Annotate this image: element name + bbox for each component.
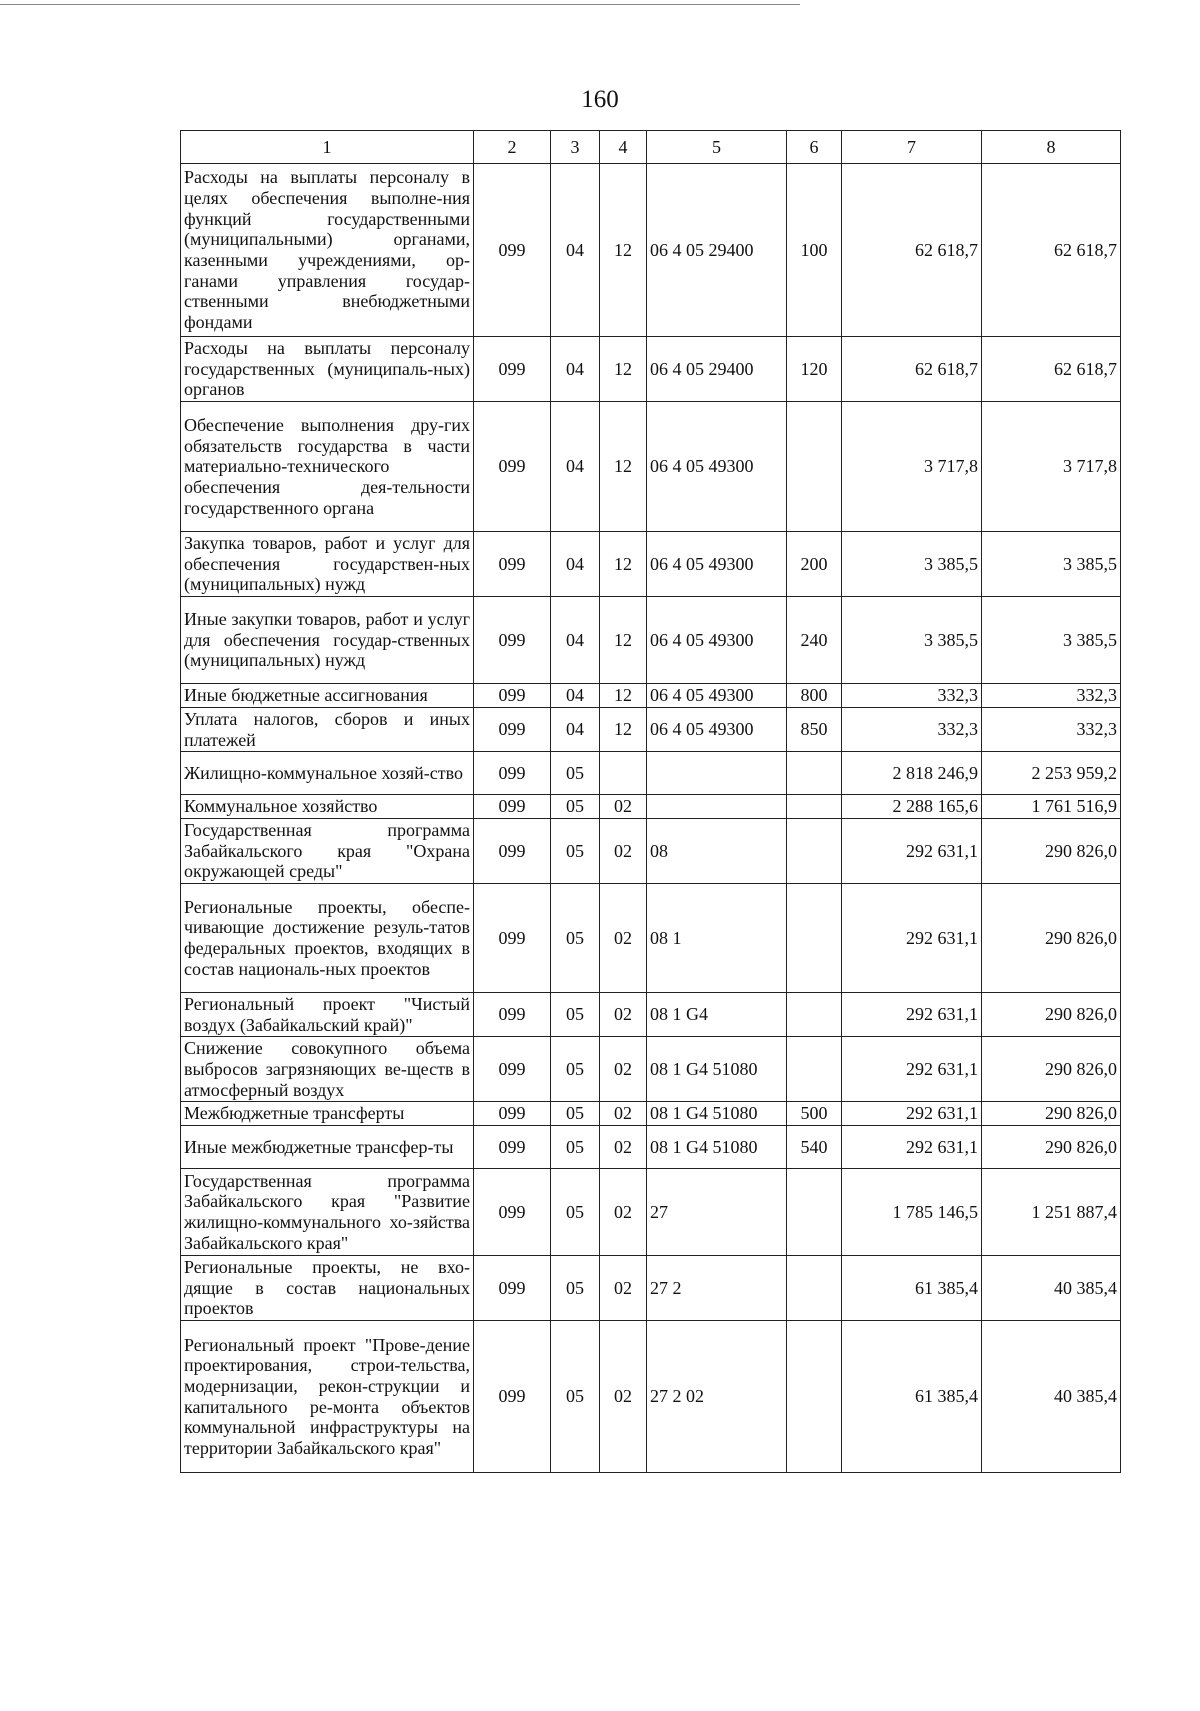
cell-section: 05 [551,795,600,819]
cell-amount-1: 292 631,1 [842,1126,982,1169]
cell-name: Снижение совокупного объема выбросов загрязняющих ве-ществ в атмосферный воздух [181,1037,474,1102]
cell-target-article [647,752,787,795]
cell-subsection: 12 [600,402,647,532]
cell-section: 04 [551,707,600,751]
cell-amount-1: 292 631,1 [842,1037,982,1102]
cell-target-article: 06 4 05 29400 [647,337,787,402]
cell-section: 04 [551,164,600,337]
header-col-6: 6 [787,131,842,164]
table-row [181,164,1121,337]
cell-amount-2: 1 251 887,4 [982,1169,1121,1256]
cell-expense-type [787,1169,842,1256]
cell-expense-type [787,1256,842,1321]
cell-target-article: 06 4 05 49300 [647,707,787,751]
cell-admin-code: 099 [474,1126,551,1169]
table-row [181,752,1121,795]
cell-subsection: 12 [600,707,647,751]
cell-expense-type: 500 [787,1102,842,1126]
cell-name: Расходы на выплаты персоналу государственных (муниципаль-ных) органов [181,337,474,402]
cell-section: 04 [551,532,600,597]
page-number: 160 [581,86,619,113]
cell-section: 05 [551,1102,600,1126]
table-row [181,992,1121,1036]
cell-name: Закупка товаров, работ и услуг для обеспечения государствен-ных (муниципальных) нужд [181,532,474,597]
cell-amount-2: 332,3 [982,707,1121,751]
header-col-4: 4 [600,131,647,164]
table-header-row [181,131,1121,164]
cell-target-article: 08 1 G4 51080 [647,1126,787,1169]
cell-amount-1: 61 385,4 [842,1256,982,1321]
cell-subsection: 02 [600,883,647,992]
cell-amount-1: 1 785 146,5 [842,1169,982,1256]
cell-name: Жилищно-коммунальное хозяй-ство [181,752,474,795]
cell-amount-2: 40 385,4 [982,1321,1121,1473]
cell-target-article: 08 1 G4 [647,992,787,1036]
cell-subsection [600,752,647,795]
header-col-7: 7 [842,131,982,164]
cell-target-article: 27 [647,1169,787,1256]
table-row [181,1169,1121,1256]
header-col-3: 3 [551,131,600,164]
cell-name: Государственная программа Забайкальского края "Охрана окружающей среды" [181,818,474,883]
cell-name: Уплата налогов, сборов и иных платежей [181,707,474,751]
table-row [181,597,1121,684]
cell-amount-2: 62 618,7 [982,164,1121,337]
cell-admin-code: 099 [474,1037,551,1102]
cell-name: Межбюджетные трансферты [181,1102,474,1126]
cell-amount-2: 290 826,0 [982,1126,1121,1169]
cell-target-article: 08 [647,818,787,883]
cell-target-article: 08 1 G4 51080 [647,1102,787,1126]
cell-expense-type [787,795,842,819]
cell-admin-code: 099 [474,883,551,992]
cell-target-article: 06 4 05 49300 [647,597,787,684]
cell-section: 04 [551,684,600,708]
cell-admin-code: 099 [474,752,551,795]
table-row [181,337,1121,402]
cell-target-article: 08 1 G4 51080 [647,1037,787,1102]
cell-amount-2: 1 761 516,9 [982,795,1121,819]
cell-expense-type [787,402,842,532]
cell-amount-1: 292 631,1 [842,883,982,992]
cell-subsection: 12 [600,597,647,684]
cell-section: 05 [551,752,600,795]
cell-subsection: 02 [600,1037,647,1102]
cell-name: Расходы на выплаты персоналу в целях обеспечения выполне-ния функций государственными (муниципальными) органами, казенными учреждениями, ор-ганами управления государ-ственными внебюджетными фондами [181,164,474,337]
cell-expense-type: 800 [787,684,842,708]
cell-subsection: 12 [600,164,647,337]
cell-admin-code: 099 [474,684,551,708]
cell-subsection: 02 [600,1321,647,1473]
scan-edge-line [0,4,800,5]
table-row [181,1037,1121,1102]
cell-admin-code: 099 [474,1169,551,1256]
cell-name: Региональный проект "Чистый воздух (Забайкальский край)" [181,992,474,1036]
header-col-8: 8 [982,131,1121,164]
cell-name: Иные межбюджетные трансфер-ты [181,1126,474,1169]
cell-subsection: 02 [600,1169,647,1256]
cell-amount-2: 3 385,5 [982,597,1121,684]
cell-amount-1: 62 618,7 [842,337,982,402]
cell-expense-type: 200 [787,532,842,597]
header-col-5: 5 [647,131,787,164]
cell-admin-code: 099 [474,402,551,532]
table-row [181,883,1121,992]
cell-amount-1: 62 618,7 [842,164,982,337]
cell-subsection: 02 [600,992,647,1036]
cell-amount-1: 61 385,4 [842,1321,982,1473]
cell-amount-1: 292 631,1 [842,818,982,883]
cell-name: Государственная программа Забайкальского края "Развитие жилищно-коммунального хо-зяйства Забайкальского края" [181,1169,474,1256]
cell-amount-2: 3 717,8 [982,402,1121,532]
cell-amount-2: 290 826,0 [982,1037,1121,1102]
cell-expense-type: 120 [787,337,842,402]
cell-target-article: 08 1 [647,883,787,992]
cell-amount-1: 3 385,5 [842,597,982,684]
cell-subsection: 02 [600,795,647,819]
cell-admin-code: 099 [474,532,551,597]
cell-amount-2: 2 253 959,2 [982,752,1121,795]
table-row [181,818,1121,883]
cell-amount-1: 3 717,8 [842,402,982,532]
cell-amount-2: 290 826,0 [982,818,1121,883]
cell-admin-code: 099 [474,818,551,883]
cell-expense-type [787,1321,842,1473]
cell-section: 05 [551,1321,600,1473]
cell-amount-2: 3 385,5 [982,532,1121,597]
table-row [181,1126,1121,1169]
cell-amount-2: 290 826,0 [982,1102,1121,1126]
table-row [181,684,1121,708]
cell-amount-2: 290 826,0 [982,992,1121,1036]
budget-table [180,130,1121,1473]
cell-expense-type [787,1037,842,1102]
cell-subsection: 02 [600,818,647,883]
table-row [181,707,1121,751]
cell-target-article [647,795,787,819]
cell-section: 05 [551,992,600,1036]
cell-admin-code: 099 [474,337,551,402]
cell-subsection: 12 [600,532,647,597]
cell-amount-2: 332,3 [982,684,1121,708]
cell-amount-1: 292 631,1 [842,992,982,1036]
table-row [181,1256,1121,1321]
cell-section: 04 [551,597,600,684]
cell-admin-code: 099 [474,992,551,1036]
header-col-2: 2 [474,131,551,164]
cell-section: 05 [551,818,600,883]
cell-subsection: 12 [600,337,647,402]
cell-admin-code: 099 [474,597,551,684]
cell-target-article: 27 2 02 [647,1321,787,1473]
cell-name: Региональные проекты, обеспе-чивающие достижение резуль-татов федеральных проектов, входящих в состав националь-ных проектов [181,883,474,992]
cell-subsection: 02 [600,1126,647,1169]
cell-section: 05 [551,1037,600,1102]
cell-amount-2: 62 618,7 [982,337,1121,402]
cell-name: Коммунальное хозяйство [181,795,474,819]
table-row [181,1102,1121,1126]
cell-target-article: 06 4 05 29400 [647,164,787,337]
cell-amount-2: 290 826,0 [982,883,1121,992]
cell-section: 04 [551,402,600,532]
table-row [181,795,1121,819]
cell-expense-type: 850 [787,707,842,751]
cell-name: Иные закупки товаров, работ и услуг для обеспечения государ-ственных (муниципальных) нужд [181,597,474,684]
cell-expense-type [787,818,842,883]
cell-amount-1: 3 385,5 [842,532,982,597]
cell-amount-2: 40 385,4 [982,1256,1121,1321]
table-row [181,402,1121,532]
cell-subsection: 12 [600,684,647,708]
cell-section: 05 [551,1126,600,1169]
cell-admin-code: 099 [474,707,551,751]
header-col-1: 1 [181,131,474,164]
table-row [181,532,1121,597]
cell-section: 05 [551,1169,600,1256]
cell-admin-code: 099 [474,1321,551,1473]
cell-expense-type: 540 [787,1126,842,1169]
cell-expense-type [787,752,842,795]
cell-amount-1: 2 818 246,9 [842,752,982,795]
cell-target-article: 27 2 [647,1256,787,1321]
cell-amount-1: 332,3 [842,684,982,708]
cell-expense-type: 240 [787,597,842,684]
cell-amount-1: 292 631,1 [842,1102,982,1126]
cell-admin-code: 099 [474,1256,551,1321]
cell-name: Иные бюджетные ассигнования [181,684,474,708]
cell-section: 04 [551,337,600,402]
cell-subsection: 02 [600,1102,647,1126]
cell-target-article: 06 4 05 49300 [647,402,787,532]
cell-target-article: 06 4 05 49300 [647,684,787,708]
cell-name: Региональный проект "Прове-дение проектирования, строи-тельства, модернизации, рекон-струкции и капитального ре-монта объектов коммунальной инфраструктуры на территории Забайкальского края" [181,1321,474,1473]
cell-section: 05 [551,883,600,992]
cell-section: 05 [551,1256,600,1321]
cell-admin-code: 099 [474,795,551,819]
cell-admin-code: 099 [474,164,551,337]
cell-expense-type [787,883,842,992]
table-body [181,164,1121,1473]
cell-expense-type: 100 [787,164,842,337]
cell-amount-1: 2 288 165,6 [842,795,982,819]
cell-amount-1: 332,3 [842,707,982,751]
cell-name: Обеспечение выполнения дру-гих обязательств государства в части материально-технического обеспечения дея-тельности государственного органа [181,402,474,532]
table-row [181,1321,1121,1473]
cell-admin-code: 099 [474,1102,551,1126]
cell-name: Региональные проекты, не вхо-дящие в состав национальных проектов [181,1256,474,1321]
cell-target-article: 06 4 05 49300 [647,532,787,597]
cell-expense-type [787,992,842,1036]
cell-subsection: 02 [600,1256,647,1321]
